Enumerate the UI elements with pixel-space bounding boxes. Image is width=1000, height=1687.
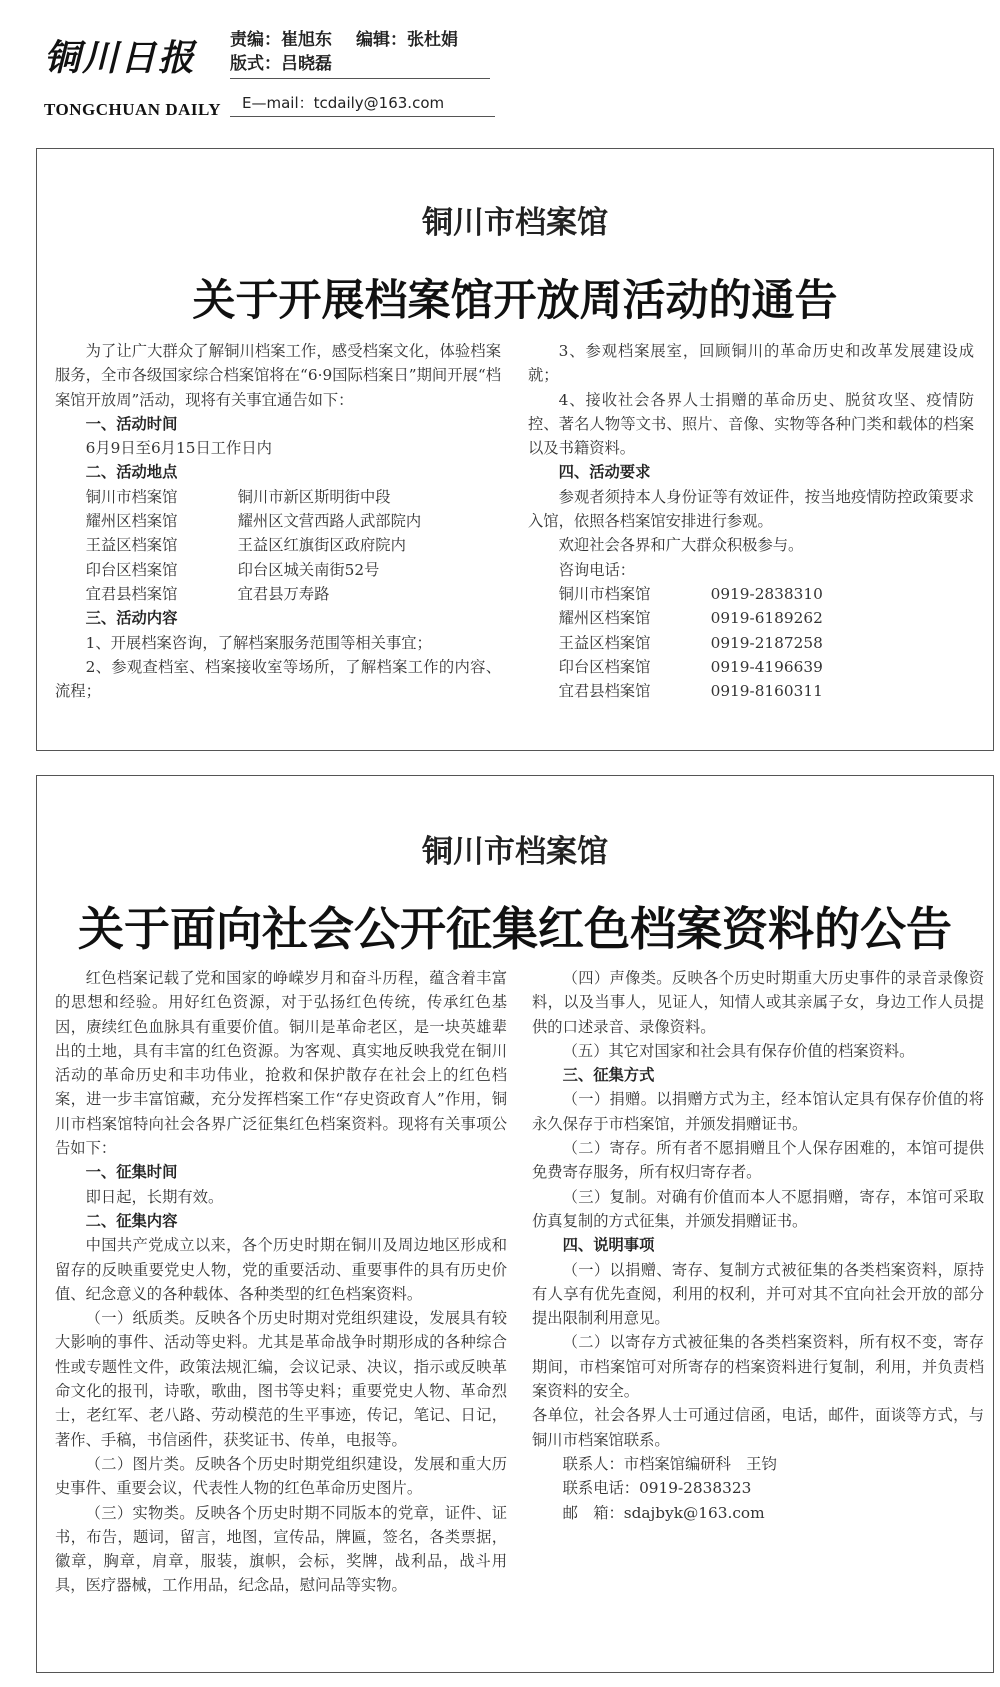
phone-archive-name: 宜君县档案馆 (558, 682, 651, 701)
section-text: 参观者须持本人身份证等有效证件，按当地疫情防控政策要求入馆，依照各档案馆安排进行参观。 (528, 487, 974, 531)
category-audio-video: （四）声像类。反映各个历史时期重大历史事件的录音录像资料，以及当事人，见证人，知情人或其亲属子女，身边工作人员提供的口述录音、录像资料。 (532, 969, 984, 1036)
contact-phone: 联系电话：0919-2838323 (562, 1479, 752, 1498)
venue-address: 耀州区文营西路人武部院内 (237, 512, 422, 531)
method-donation: （一）捐赠。以捐赠方式为主，经本馆认定具有保存价值的将永久保存于市档案馆，并颁发捐赠证书。 (532, 1090, 984, 1133)
venue-name: 铜川市档案馆 (85, 487, 178, 506)
venue-address: 铜川市新区斯明街中段 (237, 487, 391, 506)
phone-archive-name: 王益区档案馆 (558, 633, 651, 652)
venue-name: 王益区档案馆 (85, 536, 178, 555)
activity-item: 3、参观档案展室，回顾铜川的革命历史和改革发展建设成就； (528, 342, 974, 385)
venue-row (55, 558, 501, 582)
copyeditor-name: 张杜娟 (407, 30, 458, 50)
venue-row (55, 582, 501, 606)
venue-address: 王益区红旗街区政府院内 (237, 536, 406, 555)
method-deposit: （二）寄存。所有者不愿捐赠且个人保存困难的，本馆可提供免费寄存服务，所有权归寄存者。 (532, 1139, 984, 1182)
section-text: 即日起，长期有效。 (85, 1187, 224, 1206)
section-heading: 三、征集方式 (562, 1066, 655, 1085)
notice-intro: 为了让广大群众了解铜川档案工作，感受档案文化，体验档案服务，全市各级国家综合档案馆将在“6·9国际档案日”期间开展“档案馆开放周”活动，现将有关事宜通告如下： (55, 342, 501, 409)
section-text: 6月9日至6月15日工作日内 (85, 439, 272, 458)
phone-label: 咨询电话： (558, 560, 636, 579)
category-paper: （一）纸质类。反映各个历史时期对党组织建设，发展具有较大影响的事件、活动等史料。尤其是革命战争时期形成的各种综合性或专题性文件，政策法规汇编，会议记录、决议，指示或反映革命文化的报刊，诗歌，歌曲，图书等史料；重要党史人物、革命烈士，老红军、老八路、劳动模范的生平事迹，传记，笔记、日记，著作、手稿，书信函件，获奖证书、传单，电报等。 (55, 1309, 507, 1449)
notice-title: 关于面向社会公开征集红色档案资料的公告 (78, 902, 952, 956)
credits (230, 28, 458, 76)
welcome-text: 欢迎社会各界和广大群众积极参与。 (558, 536, 804, 555)
venue-address: 印台区城关南街52号 (237, 560, 380, 579)
phone-number: 0919-4196639 (710, 657, 823, 676)
venue-row (55, 509, 501, 533)
section-heading: 四、活动要求 (558, 463, 651, 482)
activity-item: 1、开展档案咨询，了解档案服务范围等相关事宜； (85, 633, 432, 652)
category-object: （三）实物类。反映各个历史时期不同版本的党章，证件、证书，布告，题词，留言，地图，宣传品，牌匾，签名，各类票据，徽章，胸章，肩章，服装，旗帜，会标，奖牌，战利品，战斗用具，医疗器械，工作用品，纪念品，慰问品等实物。 (55, 1503, 507, 1595)
notice-left-column (55, 339, 501, 703)
section-text: 中国共产党成立以来，各个历史时期在铜川及周边地区形成和留存的反映重要党史人物，党的重要活动、重要事件的具有历史价值、纪念意义的各种载体、各种类型的红色档案资料。 (55, 1236, 507, 1303)
email-address: tcdaily@163.com (313, 94, 445, 112)
venue-address: 宜君县万寿路 (237, 584, 330, 603)
notice-org: 铜川市档案馆 (422, 834, 608, 870)
section-heading: 四、说明事项 (562, 1236, 655, 1255)
phone-row (528, 631, 974, 655)
phone-number: 0919-6189262 (710, 609, 823, 628)
notice-red-archives (36, 775, 994, 1673)
phone-archive-name: 铜川市档案馆 (558, 584, 651, 603)
notice-right-column (528, 339, 974, 703)
layout-label: 版式： (230, 54, 281, 74)
notice-title: 关于开展档案馆开放周活动的通告 (192, 276, 838, 326)
editor-label: 责编： (230, 30, 281, 50)
phone-archive-name: 印台区档案馆 (558, 657, 651, 676)
newspaper-logo: 铜川日报 (44, 37, 197, 79)
method-copy: （三）复制。对确有价值而本人不愿捐赠，寄存，本馆可采取仿真复制的方式征集，并颁发捐赠证书。 (532, 1187, 984, 1230)
section-heading: 二、征集内容 (85, 1211, 178, 1230)
section-heading: 二、活动地点 (85, 463, 178, 482)
masthead (0, 0, 1000, 140)
newspaper-logo-english: TONGCHUAN DAILY (44, 100, 222, 119)
copyeditor-label: 编辑： (356, 30, 407, 50)
editor-name: 崔旭东 (281, 30, 332, 50)
phone-row (528, 679, 974, 703)
activity-item: 4、接收社会各界人士捐赠的革命历史、脱贫攻坚、疫情防控、著名人物等文书、照片、音像、实物等各种门类和载体的档案以及书籍资料。 (528, 390, 974, 458)
section-heading: 一、征集时间 (85, 1163, 178, 1182)
venue-row (55, 485, 501, 509)
phone-row (528, 606, 974, 630)
phone-row (528, 655, 974, 679)
phone-number: 0919-2838310 (710, 584, 823, 603)
notice-intro: 红色档案记载了党和国家的峥嵘岁月和奋斗历程，蕴含着丰富的思想和经验。用好红色资源，对于弘扬红色传统，传承红色基因，赓续红色血脉具有重要价值。铜川是革命老区，是一块英雄辈出的土地，具有丰富的红色资源。为客观、真实地反映我党在铜川活动的革命历史和丰功伟业，抢救和保护散存在社会上的红色档案，进一步丰富馆藏，充分发挥档案工作“存史资政育人”作用，铜川市档案馆特向社会各界广泛征集红色档案资料。现将有关事项公告如下： (55, 969, 507, 1158)
layout-name: 吕晓磊 (281, 54, 332, 74)
contact-intro: 各单位，社会各界人士可通过信函，电话，邮件，面谈等方式，与铜川市档案馆联系。 (532, 1406, 984, 1449)
venue-name: 耀州区档案馆 (85, 512, 178, 531)
phone-number: 0919-8160311 (710, 682, 823, 701)
category-other: （五）其它对国家和社会具有保存价值的档案资料。 (562, 1041, 915, 1060)
email-label: E—mail： (242, 94, 314, 112)
venue-name: 宜君县档案馆 (85, 584, 178, 603)
phone-number: 0919-2187258 (710, 633, 823, 652)
credits-divider (230, 78, 490, 79)
notice-left-column (55, 966, 507, 1598)
phone-row (528, 582, 974, 606)
activity-item: 2、参观查档室、档案接收室等场所，了解档案工作的内容、流程； (55, 657, 501, 701)
note-item: （二）以寄存方式被征集的各类档案资料，所有权不变，寄存期间，市档案馆可对所寄存的档案资料进行复制，利用，并负责档案资料的安全。 (532, 1333, 984, 1401)
venue-row (55, 533, 501, 557)
section-heading: 一、活动时间 (85, 414, 178, 433)
email-divider (230, 116, 495, 117)
phone-archive-name: 耀州区档案馆 (558, 609, 651, 628)
credits-row-1 (230, 28, 458, 52)
contact-email: 邮 箱：sdajbyk@163.com (562, 1503, 765, 1522)
contact-person: 联系人：市档案馆编研科 王钧 (562, 1454, 777, 1473)
notice-open-week (36, 148, 994, 751)
venue-name: 印台区档案馆 (85, 560, 178, 579)
notice-right-column (532, 966, 984, 1525)
masthead-email (242, 92, 444, 113)
credits-row-2 (230, 52, 458, 76)
note-item: （一）以捐赠、寄存、复制方式被征集的各类档案资料，原持有人享有优先查阅，利用的权利，并可对其不宜向社会开放的部分提出限制利用意见。 (532, 1260, 984, 1328)
category-photo: （二）图片类。反映各个历史时期党组织建设，发展和重大历史事件、重要会议，代表性人物的红色革命历史图片。 (55, 1454, 507, 1498)
notice-org: 铜川市档案馆 (422, 205, 608, 241)
section-heading: 三、活动内容 (85, 609, 178, 628)
